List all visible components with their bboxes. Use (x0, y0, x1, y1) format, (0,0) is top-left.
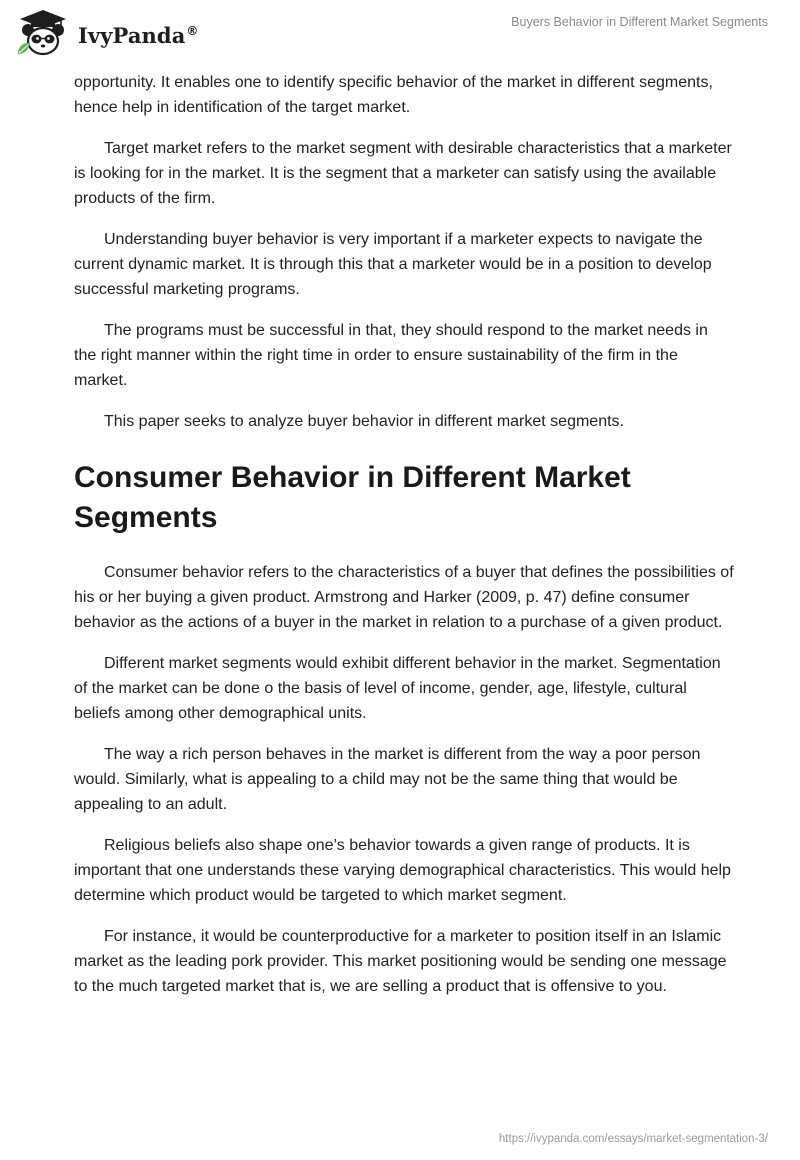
paragraph: Understanding buyer behavior is very important if a marketer expects to navigate the current dynamic market. It is through this that a marketer would be in a position to develop successful marketing programs. (74, 231, 712, 298)
paragraph: For instance, it would be counterproductive for a marketer to position itself in an Islamic market as the leading pork provider. This market positioning would be sending one message to the much targeted market that is, we are selling a product that is offensive to you. (74, 928, 727, 995)
paragraph: Consumer behavior refers to the characteristics of a buyer that defines the possibilities of his or her buying a given product. Armstrong and Harker (2009, p. 47) define consumer behavior as the actions of a buyer in the market in relation to a purchase of a given product. (74, 564, 734, 631)
paragraph: Religious beliefs also shape one’s behavior towards a given range of products. It is important that one understands these varying demographical characteristics. This would help determine which product would be targeted to which market segment. (74, 837, 731, 904)
essay-content (74, 70, 734, 1015)
paragraph: The way a rich person behaves in the market is different from the way a poor person would. Similarly, what is appealing to a child may not be the same thing that would be appealing to an adult. (74, 746, 701, 813)
paragraph: opportunity. It enables one to identify specific behavior of the market in different segments, hence help in identification of the target market. (74, 74, 713, 116)
paragraph: Different market segments would exhibit different behavior in the market. Segmentation of the market can be done o the basis of level of income, gender, age, lifestyle, cultural beliefs among other demographical units. (74, 655, 721, 722)
brand-name-text: IvyPanda (78, 22, 186, 48)
panda-graduation-cap-icon (14, 8, 72, 60)
page-header (0, 0, 800, 66)
section-heading: Consumer Behavior in Different Market Segments (74, 461, 631, 534)
paragraph: The programs must be successful in that, they should respond to the market needs in the right manner within the right time in order to ensure sustainability of the firm in the market. (74, 322, 708, 389)
document-title: Buyers Behavior in Different Market Segments (511, 15, 768, 29)
registered-mark: ® (186, 23, 199, 38)
brand-name (78, 23, 199, 48)
brand-logo[interactable] (14, 8, 199, 60)
paragraph: This paper seeks to analyze buyer behavior in different market segments. (104, 413, 624, 430)
paragraph: Target market refers to the market segment with desirable characteristics that a marketer is looking for in the market. It is the segment that a marketer can satisfy using the available products of the firm. (74, 140, 732, 207)
source-url-link[interactable]: https://ivypanda.com/essays/market-segmentation-3/ (498, 1133, 768, 1145)
